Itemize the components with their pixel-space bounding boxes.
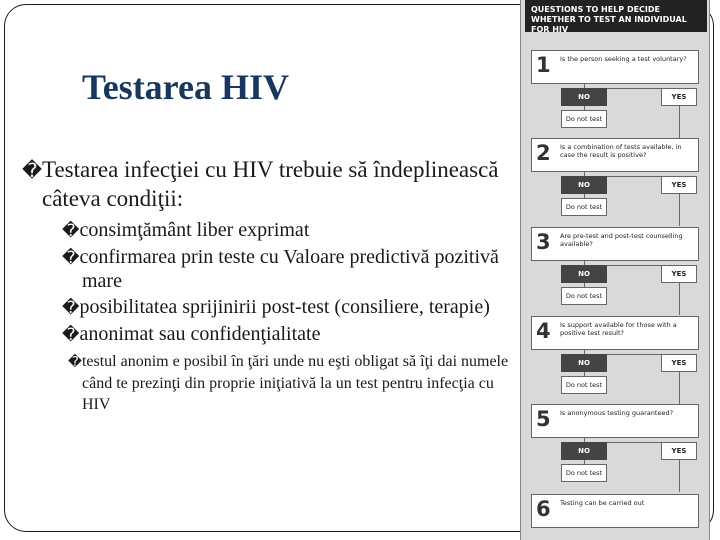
do-not-test-box: Do not test [561,287,607,305]
bullet-marker: � [62,221,80,241]
question-text: Is the person seeking a test voluntary? [560,55,687,63]
yes-label: YES [661,176,697,194]
question-box [531,227,699,261]
question-text: Are pre-test and post-test counselling available? [560,232,683,248]
bullet-text: testul anonim e posibil în ţări unde nu eşti obligat să îţi dai numele când te prezinţi din proprie iniţiativă la un test pentru infecţia cu HIV [81,353,509,413]
question-box [531,404,699,438]
yes-label: YES [661,88,697,106]
bullet-text: Testarea infecţiei cu HIV trebuie să îndeplinească câteva condiţii: [42,157,499,211]
step-number: 5 [536,407,551,431]
do-not-test-box: Do not test [561,376,607,394]
no-label: NO [561,354,607,372]
sub-bullet-item [42,323,512,347]
do-not-test-box: Do not test [561,198,607,216]
bullet-item [22,156,512,213]
question-box [531,316,699,350]
no-label: NO [561,88,607,106]
yes-label: YES [661,354,697,372]
bullet-text: confirmarea prin teste cu Valoare predictivă pozitivă mare [79,246,499,292]
step-number: 4 [536,319,551,343]
question-box [531,494,699,528]
step-number: 3 [536,230,551,254]
yes-label: YES [661,265,697,283]
sub-bullet-item [42,296,512,320]
bullet-marker: � [62,298,80,318]
step-number: 1 [536,53,551,77]
slide-title: Testarea HIV [82,67,289,107]
do-not-test-box: Do not test [561,464,607,482]
question-text: Testing can be carried out [560,499,645,507]
bullet-marker: � [62,248,80,268]
question-text: Is anonymous testing guaranteed? [560,409,674,417]
question-text: Is a combination of tests available, in case the result is positive? [560,143,682,159]
no-label: NO [561,442,607,460]
bullet-text: posibilitatea sprijinirii post-test (consiliere, terapie) [79,296,490,318]
sub-sub-bullet-item [22,351,512,415]
question-text: Is support available for those with a positive test result? [560,321,677,337]
no-label: NO [561,265,607,283]
bullet-marker: � [62,325,80,345]
sub-bullet-item [42,219,512,243]
question-box [531,138,699,172]
yes-label: YES [661,442,697,460]
step-number: 2 [536,141,551,165]
hiv-test-flowchart [520,0,710,540]
no-label: NO [561,176,607,194]
question-box [531,50,699,84]
do-not-test-box: Do not test [561,110,607,128]
bullet-marker: � [68,354,82,370]
bullet-text: anonimat sau confidenţialitate [79,323,321,345]
bullet-list [22,156,512,415]
bullet-marker: � [22,159,43,182]
bullet-text: consimţământ liber exprimat [79,219,310,241]
sub-bullet-item [42,246,512,293]
step-number: 6 [536,497,551,521]
flowchart-header: QUESTIONS TO HELP DECIDE WHETHER TO TEST AN INDIVIDUAL FOR HIV [525,0,707,32]
